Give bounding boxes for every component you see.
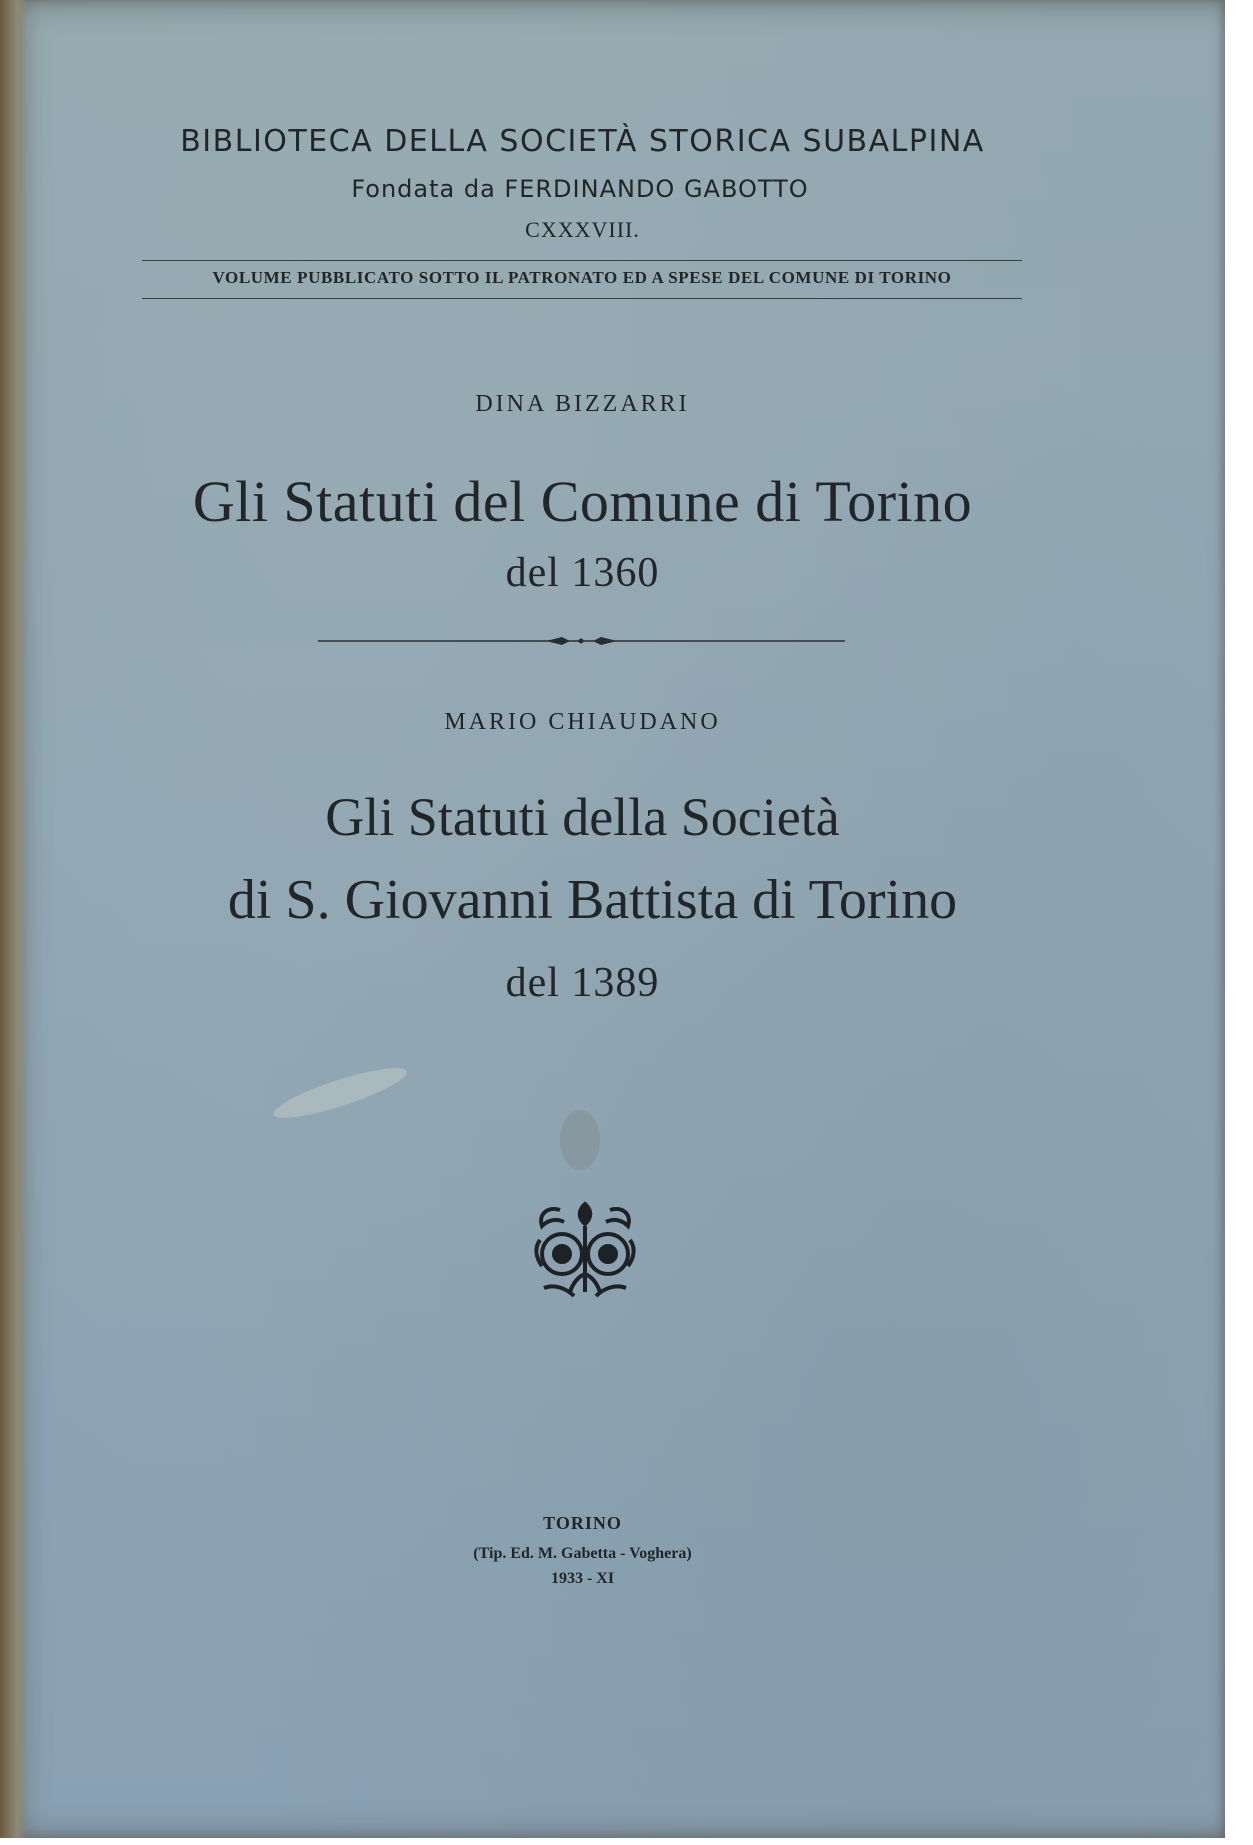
floral-printer-ornament-icon <box>530 1196 640 1306</box>
bottom-rule <box>142 298 1022 299</box>
paper-stain <box>269 1059 410 1127</box>
date-first-work: del 1360 <box>505 550 660 596</box>
volume-number: CXXXVIII. <box>525 217 640 242</box>
paper-stain <box>560 1110 600 1170</box>
series-title: BIBLIOTECA DELLA SOCIETÀ STORICA SUBALPINA <box>180 124 985 159</box>
imprint-year: 1933 - XI <box>550 1570 615 1587</box>
section-divider <box>318 636 845 646</box>
imprint-city: TORINO <box>543 1513 622 1533</box>
imprint-printer: (Tip. Ed. M. Gabetta - Voghera) <box>473 1545 692 1562</box>
title-second-work-line1: Gli Statuti della Società <box>325 787 840 847</box>
patronage-note: VOLUME PUBBLICATO SOTTO IL PATRONATO ED A SPESE DEL COMUNE DI TORINO <box>212 268 952 287</box>
title-first-work: Gli Statuti del Comune di Torino <box>192 469 973 534</box>
author-second-work: MARIO CHIAUDANO <box>444 709 721 735</box>
series-founder: Fondata da FERDINANDO GABOTTO <box>351 175 809 203</box>
author-first-work: DINA BIZZARRI <box>475 391 690 417</box>
date-second-work: del 1389 <box>505 960 660 1006</box>
title-second-work-line2: di S. Giovanni Battista di Torino <box>227 869 958 931</box>
top-rule <box>142 260 1022 261</box>
